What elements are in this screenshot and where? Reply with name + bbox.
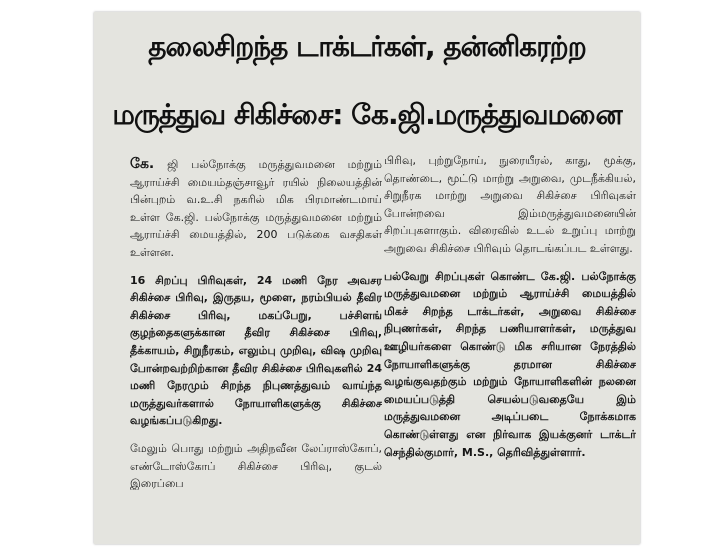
newspaper-clipping bbox=[94, 12, 640, 544]
article-column-left bbox=[130, 156, 382, 541]
paragraph-text: ஜி பல்நோக்கு மருத்துவமனை மற்றும் ஆராய்ச்சி மையம்தஞ்சாவூர் ரயில் நிலையத்தின் பின்புறம் வ.உ.சி நகரில் மிக பிரமாண்டமாய் உள்ள கே.ஜி. பல்நோக்கு மருத்துவமனை மற்றும் ஆராய்ச்சி மையத்தில், 200 படுக்கை வசதிகள் உள்ளன. bbox=[130, 158, 382, 259]
paragraph: 16 சிறப்பு பிரிவுகள், 24 மணி நேர அவசர சிகிச்சை பிரிவு, இருதய, மூளை, நரம்பியல் தீவிர சிகிச்சை பிரிவு, மகப்பேறு, பச்சிளங் குழந்தைகளுக்கான தீவிர சிகிச்சை பிரிவு, தீக்காயம், சிறுநீரகம், எலும்பு முறிவு, விஷ முறிவு போன்றவற்றிற்கான தீவிர சிகிச்சை பிரிவுகளில் 24 மணி நேரமும் சிறந்த நிபுணத்துவம் வாய்ந்த மருத்துவர்களால் நோயாளிகளுக்கு சிகிச்சை வழங்கப்படுகிறது. bbox=[130, 273, 382, 428]
headline-line-1: தலைசிறந்த டாக்டர்கள், தன்னிகரற்ற bbox=[148, 30, 586, 63]
paragraph: பிரிவு, புற்றுநோய், நுரையீரல், காது, மூக்கு, தொண்டை, மூட்டு மாற்று அறுவை, முடநீக்கியல், சிறுநீரக மாற்று அறுவை சிகிச்சை பிரிவுகள் போன்றவை இம்மருத்துவமனையின் சிறப்புகளாகும். விரைவில் உடல் உறுப்பு மாற்று அறுவை சிகிச்சை பிரிவும் தொடங்கப்பட உள்ளது. bbox=[384, 154, 636, 255]
drop-initial: கே. bbox=[130, 156, 155, 172]
paragraph: பல்வேறு சிறப்புகள் கொண்ட கே.ஜி. பல்நோக்கு மருத்துவமனை மற்றும் ஆராய்ச்சி மையத்தில் மிகச் சிறந்த டாக்டர்கள், அறுவை சிகிச்சை நிபுணர்கள், சிறந்த பணியாளர்கள், மருத்துவ ஊழியர்களை கொண்டு மிக சரியான நேரத்தில் நோயாளிகளுக்கு தரமான சிகிச்சை வழங்குவதற்கும் மற்றும் நோயாளிகளின் நலனை மையப்படுத்தி செயல்படுவதையே இம் மருத்துவமனை அடிப்படை நோக்கமாக கொண்டுள்ளது என நிர்வாக இயக்குனர் டாக்டர் செந்தில்குமார், M.S., தெரிவித்துள்ளார். bbox=[384, 269, 636, 459]
paragraph: மேலும் பொது மற்றும் அதிநவீன லேப்ராஸ்கோப், எண்டோஸ்கோப் சிகிச்சை பிரிவு, குடல் இரைப்பை bbox=[130, 441, 382, 491]
headline-line-2: மருத்துவ சிகிச்சை: கே.ஜி.மருத்துவமனை bbox=[112, 98, 622, 131]
article-column-right bbox=[384, 152, 636, 537]
paragraph bbox=[130, 156, 382, 262]
